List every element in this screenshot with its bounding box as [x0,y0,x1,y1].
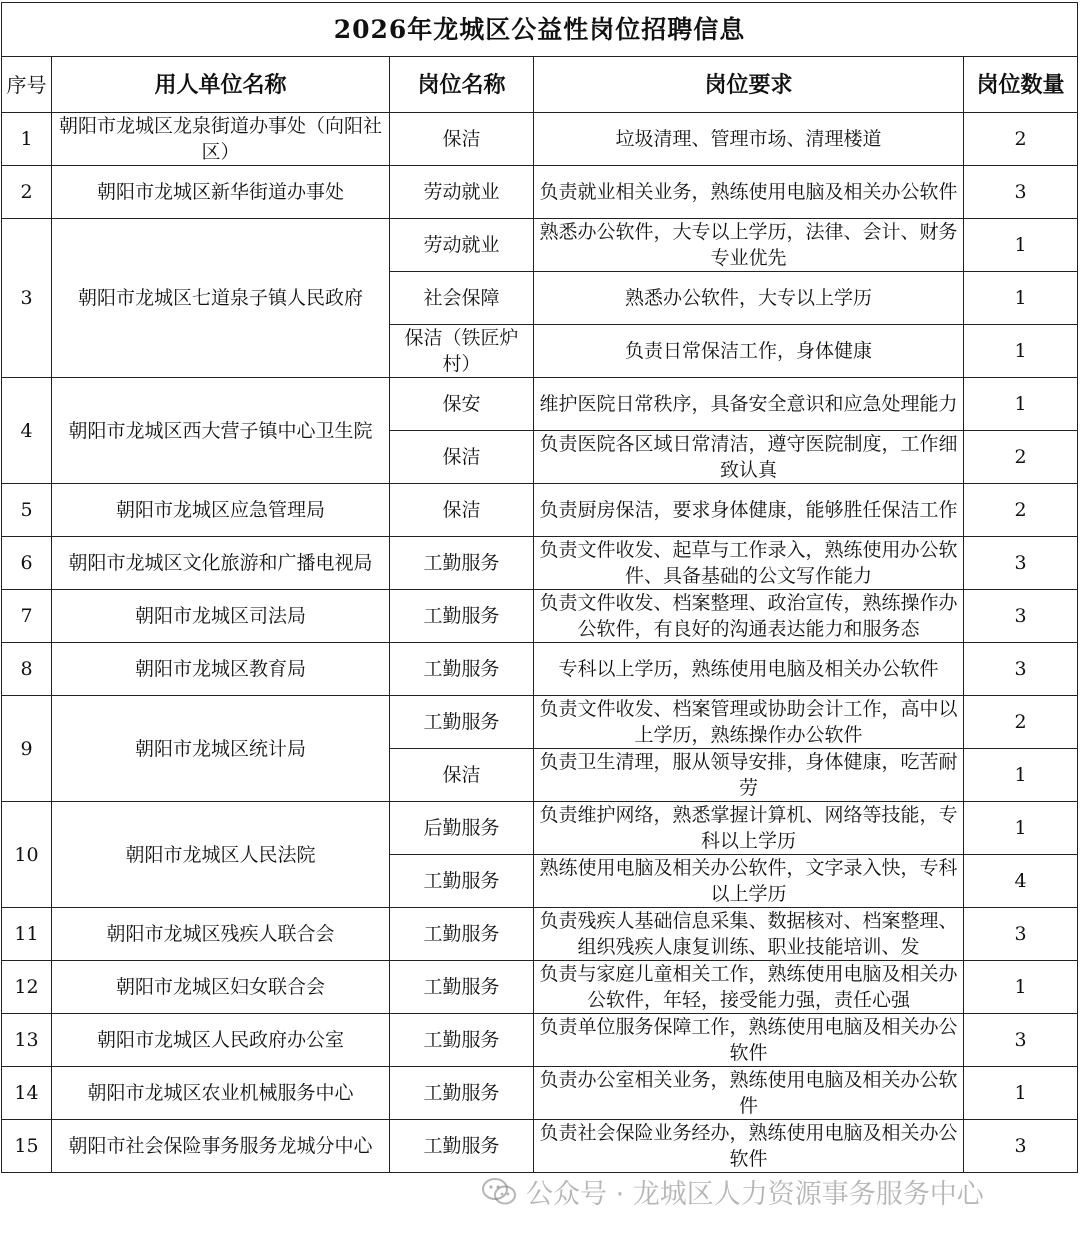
recruitment-sheet [1,2,1078,1173]
table-row [2,484,1078,537]
row-unit: 朝阳市龙城区新华街道办事处 [52,166,390,219]
row-post: 保洁（铁匠炉村） [390,325,534,378]
row-post: 后勤服务 [390,802,534,855]
row-unit: 朝阳市龙城区人民政府办公室 [52,1014,390,1067]
row-unit: 朝阳市龙城区农业机械服务中心 [52,1067,390,1120]
row-count: 3 [964,1120,1078,1173]
row-requirement [534,908,964,961]
row-requirement: 负责社会保险业务经办，熟练使用电脑及相关办公软件 [534,1120,964,1173]
table-row [2,378,1078,431]
row-count: 1 [964,749,1078,802]
table-row [2,113,1078,166]
row-unit: 朝阳市龙城区龙泉街道办事处（向阳社区） [52,113,390,166]
row-unit: 朝阳市社会保险事务服务龙城分中心 [52,1120,390,1173]
row-seq: 1 [2,113,52,166]
row-seq: 14 [2,1067,52,1120]
row-count: 4 [964,855,1078,908]
row-requirement [534,696,964,749]
row-requirement: 负责厨房保洁，要求身体健康，能够胜任保洁工作 [534,484,964,537]
row-post: 社会保障 [390,272,534,325]
row-seq: 3 [2,219,52,378]
row-count: 2 [964,484,1078,537]
row-post: 工勤服务 [390,643,534,696]
row-requirement: 负责维护网络，熟悉掌握计算机、网络等技能，专科以上学历 [534,802,964,855]
row-post: 劳动就业 [390,219,534,272]
row-seq: 2 [2,166,52,219]
row-count: 1 [964,325,1078,378]
row-unit: 朝阳市龙城区人民法院 [52,802,390,908]
recruitment-table [1,2,1078,1173]
row-unit: 朝阳市龙城区统计局 [52,696,390,802]
row-unit: 朝阳市龙城区妇女联合会 [52,961,390,1014]
table-row [2,908,1078,961]
row-count: 1 [964,272,1078,325]
header-requirement: 岗位要求 [534,57,964,113]
row-unit: 朝阳市龙城区西大营子镇中心卫生院 [52,378,390,484]
row-post: 劳动就业 [390,166,534,219]
row-unit: 朝阳市龙城区应急管理局 [52,484,390,537]
table-row [2,1014,1078,1067]
row-post: 保洁 [390,484,534,537]
requirement-text: 负责文件收发、档案管理或协助会计工作，高中以上学历，熟练操作办公软件 [539,698,958,746]
header-unit: 用人单位名称 [52,57,390,113]
row-count: 1 [964,961,1078,1014]
row-seq: 7 [2,590,52,643]
row-seq: 13 [2,1014,52,1067]
row-post: 工勤服务 [390,1120,534,1173]
row-requirement [534,590,964,643]
table-title: 2026年龙城区公益性岗位招聘信息 [2,3,1078,57]
row-requirement [534,537,964,590]
row-requirement: 熟练使用电脑及相关办公软件，文字录入快，专科以上学历 [534,855,964,908]
row-post: 工勤服务 [390,1014,534,1067]
row-unit: 朝阳市龙城区文化旅游和广播电视局 [52,537,390,590]
row-post: 工勤服务 [390,855,534,908]
table-row [2,802,1078,855]
row-unit: 朝阳市龙城区残疾人联合会 [52,908,390,961]
row-post: 工勤服务 [390,908,534,961]
row-seq: 11 [2,908,52,961]
row-requirement: 负责单位服务保障工作，熟练使用电脑及相关办公软件 [534,1014,964,1067]
row-requirement: 负责办公室相关业务，熟练使用电脑及相关办公软件 [534,1067,964,1120]
row-requirement: 负责卫生清理，服从领导安排，身体健康，吃苦耐劳 [534,749,964,802]
row-seq: 6 [2,537,52,590]
header-count: 岗位数量 [964,57,1078,113]
row-count: 1 [964,802,1078,855]
requirement-text: 负责文件收发、档案整理、政治宣传，熟练操作办公软件，有良好的沟通表达能力和服务态 [539,592,958,640]
header-post: 岗位名称 [390,57,534,113]
account-watermark [482,1172,984,1211]
row-seq: 8 [2,643,52,696]
row-count: 3 [964,1014,1078,1067]
row-post: 工勤服务 [390,590,534,643]
row-post: 保洁 [390,113,534,166]
table-row [2,537,1078,590]
row-post: 工勤服务 [390,1067,534,1120]
row-count: 2 [964,431,1078,484]
table-row [2,1120,1078,1173]
wechat-icon [482,1178,516,1206]
row-requirement: 垃圾清理、管理市场、清理楼道 [534,113,964,166]
row-post: 工勤服务 [390,537,534,590]
row-count: 3 [964,537,1078,590]
row-seq: 9 [2,696,52,802]
table-row [2,1067,1078,1120]
row-count: 1 [964,219,1078,272]
table-row [2,696,1078,749]
header-seq: 序号 [2,57,52,113]
row-post: 保安 [390,378,534,431]
row-requirement: 负责就业相关业务，熟练使用电脑及相关办公软件 [534,166,964,219]
row-count: 1 [964,378,1078,431]
row-count: 2 [964,696,1078,749]
row-post: 工勤服务 [390,696,534,749]
row-seq: 5 [2,484,52,537]
requirement-text: 负责与家庭儿童相关工作，熟练使用电脑及相关办公软件，年轻，接受能力强，责任心强 [539,963,958,1011]
row-requirement: 负责医院各区域日常清洁，遵守医院制度，工作细致认真 [534,431,964,484]
row-post: 保洁 [390,749,534,802]
row-count: 2 [964,113,1078,166]
row-count: 3 [964,590,1078,643]
row-requirement: 维护医院日常秩序，具备安全意识和应急处理能力 [534,378,964,431]
row-post: 工勤服务 [390,961,534,1014]
table-row [2,961,1078,1014]
row-requirement: 熟悉办公软件，大专以上学历，法律、会计、财务专业优先 [534,219,964,272]
requirement-text: 负责文件收发、起草与工作录入，熟练使用办公软件、具备基础的公文写作能力 [539,539,958,587]
row-seq: 10 [2,802,52,908]
row-requirement [534,961,964,1014]
row-post: 保洁 [390,431,534,484]
table-header-row [2,57,1078,113]
table-row [2,643,1078,696]
row-unit: 朝阳市龙城区司法局 [52,590,390,643]
row-count: 1 [964,1067,1078,1120]
row-unit: 朝阳市龙城区七道泉子镇人民政府 [52,219,390,378]
row-count: 3 [964,643,1078,696]
row-seq: 4 [2,378,52,484]
row-count: 3 [964,166,1078,219]
row-count: 3 [964,908,1078,961]
table-row [2,166,1078,219]
watermark-text: 公众号 · 龙城区人力资源事务服务中心 [526,1179,984,1210]
row-requirement: 负责日常保洁工作，身体健康 [534,325,964,378]
row-seq: 15 [2,1120,52,1173]
row-unit: 朝阳市龙城区教育局 [52,643,390,696]
row-seq: 12 [2,961,52,1014]
table-row [2,219,1078,272]
row-requirement: 熟悉办公软件，大专以上学历 [534,272,964,325]
requirement-text: 负责残疾人基础信息采集、数据核对、档案整理、组织残疾人康复训练、职业技能培训、发 [539,910,958,958]
table-row [2,590,1078,643]
row-requirement: 专科以上学历，熟练使用电脑及相关办公软件 [534,643,964,696]
